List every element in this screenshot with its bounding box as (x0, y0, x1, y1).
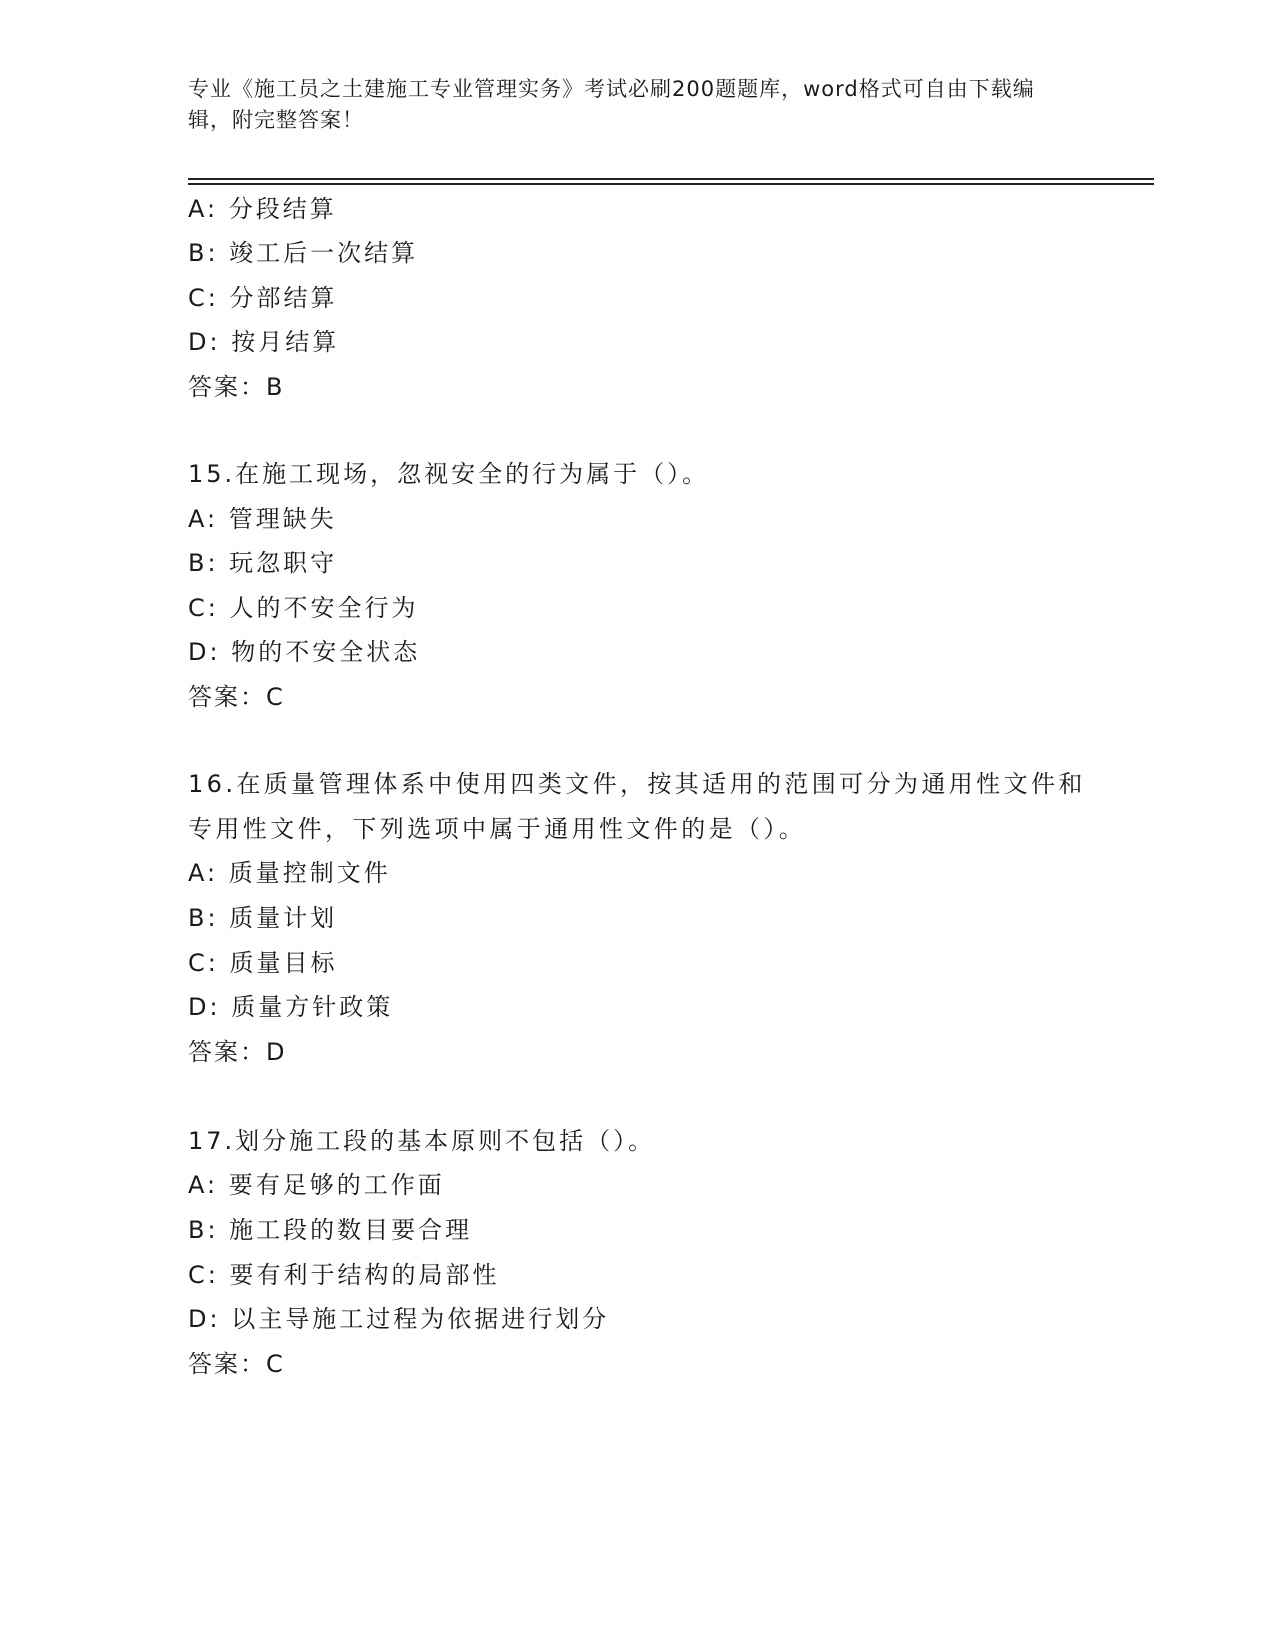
q14-answer: 答案：B (188, 373, 285, 401)
q14-option-d: D: 按月结算 (188, 328, 340, 356)
q16-question: 16.在质量管理体系中使用四类文件，按其适用的范围可分为通用性文件和专用性文件，下列选项中属于通用性文件的是（）。 (188, 770, 1086, 843)
q16-answer: 答案：D (188, 1038, 287, 1066)
q15-question: 15.在施工现场，忽视安全的行为属于（）。 (188, 460, 710, 488)
q14-option-b: B: 竣工后一次结算 (188, 239, 419, 267)
q15-option-b: B: 玩忽职守 (188, 549, 338, 577)
q16-option-d: D: 质量方针政策 (188, 993, 394, 1021)
q15-option-d: D: 物的不安全状态 (188, 638, 421, 666)
q17-option-c: C: 要有利于结构的局部性 (188, 1261, 500, 1289)
q17-option-a: A: 要有足够的工作面 (188, 1171, 445, 1199)
header-divider-bottom (188, 183, 1154, 185)
q15-option-a: A: 管理缺失 (188, 505, 337, 533)
q15-answer: 答案：C (188, 683, 285, 711)
q16-option-b: B: 质量计划 (188, 904, 338, 932)
q17-option-b: B: 施工段的数目要合理 (188, 1216, 473, 1244)
q15-option-c: C: 人的不安全行为 (188, 594, 419, 622)
q14-option-a: A: 分段结算 (188, 195, 337, 223)
q17-option-d: D: 以主导施工过程为依据进行划分 (188, 1305, 610, 1333)
q17-answer: 答案：C (188, 1350, 285, 1378)
q16-option-a: A: 质量控制文件 (188, 859, 391, 887)
q14-option-c: C: 分部结算 (188, 284, 338, 312)
document-header: 专业《施工员之土建施工专业管理实务》考试必刷200题题库，word格式可自由下载编辑，附完整答案！ (188, 77, 1035, 132)
q16-option-c: C: 质量目标 (188, 949, 338, 977)
q17-question: 17.划分施工段的基本原则不包括（）。 (188, 1127, 656, 1155)
header-divider-top (188, 178, 1154, 180)
